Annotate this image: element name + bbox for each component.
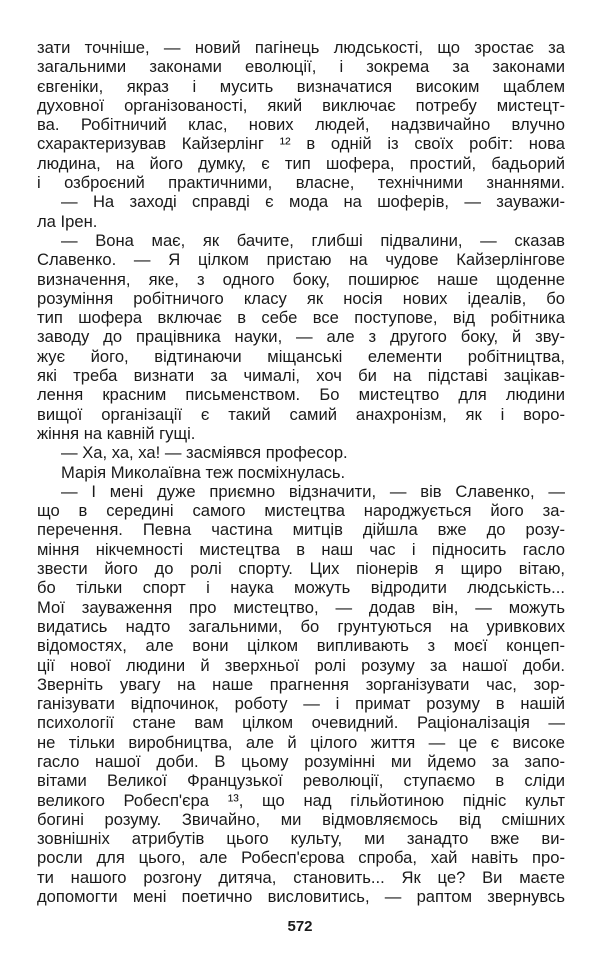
text-line: вітами Великої Французької революції, ступаємо в сліди: [37, 771, 565, 791]
text-line: заводу до працівника науки, — але з другого боку, й зву-: [37, 327, 565, 347]
text-line: жіння на кавній гущі.: [37, 423, 196, 443]
text-line: схарактеризував Кайзерлінг ¹² в одній із своїх робіт: нова: [37, 134, 565, 154]
text-line: ції нової людини й зверхньої ролі розуму за нашої доби.: [37, 655, 565, 675]
page-number: 572: [287, 918, 313, 935]
text-line: міння нікчемності мистецтва в наш час і підносить гасло: [37, 539, 565, 559]
text-line: лення красним письменством. Бо мистецтво для людини: [37, 385, 565, 405]
text-line: Мої зауваження про мистецтво, — додав він, — можуть: [37, 597, 565, 617]
text-line: не тільки виробництва, але й цілого життя — це є високе: [37, 732, 565, 752]
text-line: Славенко. — Я цілком пристаю на чудове Кайзерлінгове: [37, 250, 565, 270]
text-line: відомостях, але вони цілком випливають з моєї концеп-: [37, 636, 565, 656]
text-line: — І мені дуже приємно відзначити, — вів Славенко, —: [61, 481, 565, 501]
text-line: ва. Робітничий клас, нових людей, надзвичайно влучно: [37, 115, 565, 135]
text-line: видатись надто загальними, бо грунтуються на уривкових: [37, 616, 565, 636]
text-line: — На заході справді є мода на шоферів, — зауважи-: [61, 192, 565, 212]
page-text: [37, 38, 565, 906]
text-line: ти нашого розгону дитяча, становить... Як це? Ви маєте: [37, 867, 565, 887]
text-line: тип шофера включає в себе все поступове, від робітника: [37, 308, 565, 328]
text-line: — Ха, ха, ха! — засміявся професор.: [61, 443, 348, 463]
text-line: великого Робесп'єра ¹³, що над гільйотиною підніс культ: [37, 790, 565, 810]
text-line: загальними законами еволюції, і зокрема за законами: [37, 57, 565, 77]
text-line: Зверніть увагу на наше прагнення зорганізувати час, зор-: [37, 674, 565, 694]
text-line: людина, на його думку, є тип шофера, простий, бадьорий: [37, 153, 565, 173]
text-line: психології стане вам цілком очевидний. Раціоналізація —: [37, 713, 565, 733]
text-line: жує його, відтинаючи міщанські елементи робітництва,: [37, 346, 565, 366]
text-line: зати точніше, — новий пагінець людськості, що зростає за: [37, 38, 565, 57]
text-line: Марія Миколаївна теж посміхнулась.: [61, 462, 346, 482]
text-line: духовної організованості, який виключає потребу мистецт-: [37, 95, 565, 115]
text-line: розуміння робітничого класу як носія нових ідеалів, бо: [37, 288, 565, 308]
text-line: богині розуму. Звичайно, ми відмовляємось від смішних: [37, 809, 565, 829]
text-line: що в середині самого мистецтва народжується його за-: [37, 501, 565, 521]
text-line: перечення. Певна частина митців дійшла вже до розу-: [37, 520, 565, 540]
text-line: гасло нашої доби. В цьому розумінні ми йдемо за запо-: [37, 751, 565, 771]
text-line: бо тільки спорт і наука можуть відродити людськість...: [37, 578, 565, 598]
text-line: росли для цього, але Робесп'єрова спроба, хай навіть про-: [37, 848, 565, 868]
text-line: визначення, яке, з одного боку, поширює наше щоденне: [37, 269, 565, 289]
text-line: зовнішніх атрибутів цього культу, ми занадто вже ви-: [37, 829, 565, 849]
text-line: які треба визнати за чималі, хоч би на підставі зацікав-: [37, 366, 565, 386]
text-line: ганізувати відпочинок, роботу — і примат розуму в нашій: [37, 694, 565, 714]
text-line: євгеніки, якраз і мусить визначатися високим щаблем: [37, 76, 565, 96]
text-line: і озброєний практичними, власне, технічними знаннями.: [37, 173, 565, 193]
text-line: ла Ірен.: [37, 211, 98, 231]
text-line: допомогти мені поетично висловитись, — раптом звернувсь: [37, 887, 565, 907]
text-line: — Вона має, як бачите, глибші підвалини, — сказав: [61, 230, 565, 250]
text-line: звести його до ролі спорту. Цих піонерів я щиро вітаю,: [37, 559, 565, 579]
text-line: вищої організації є такий самий анахронізм, як і воро-: [37, 404, 565, 424]
